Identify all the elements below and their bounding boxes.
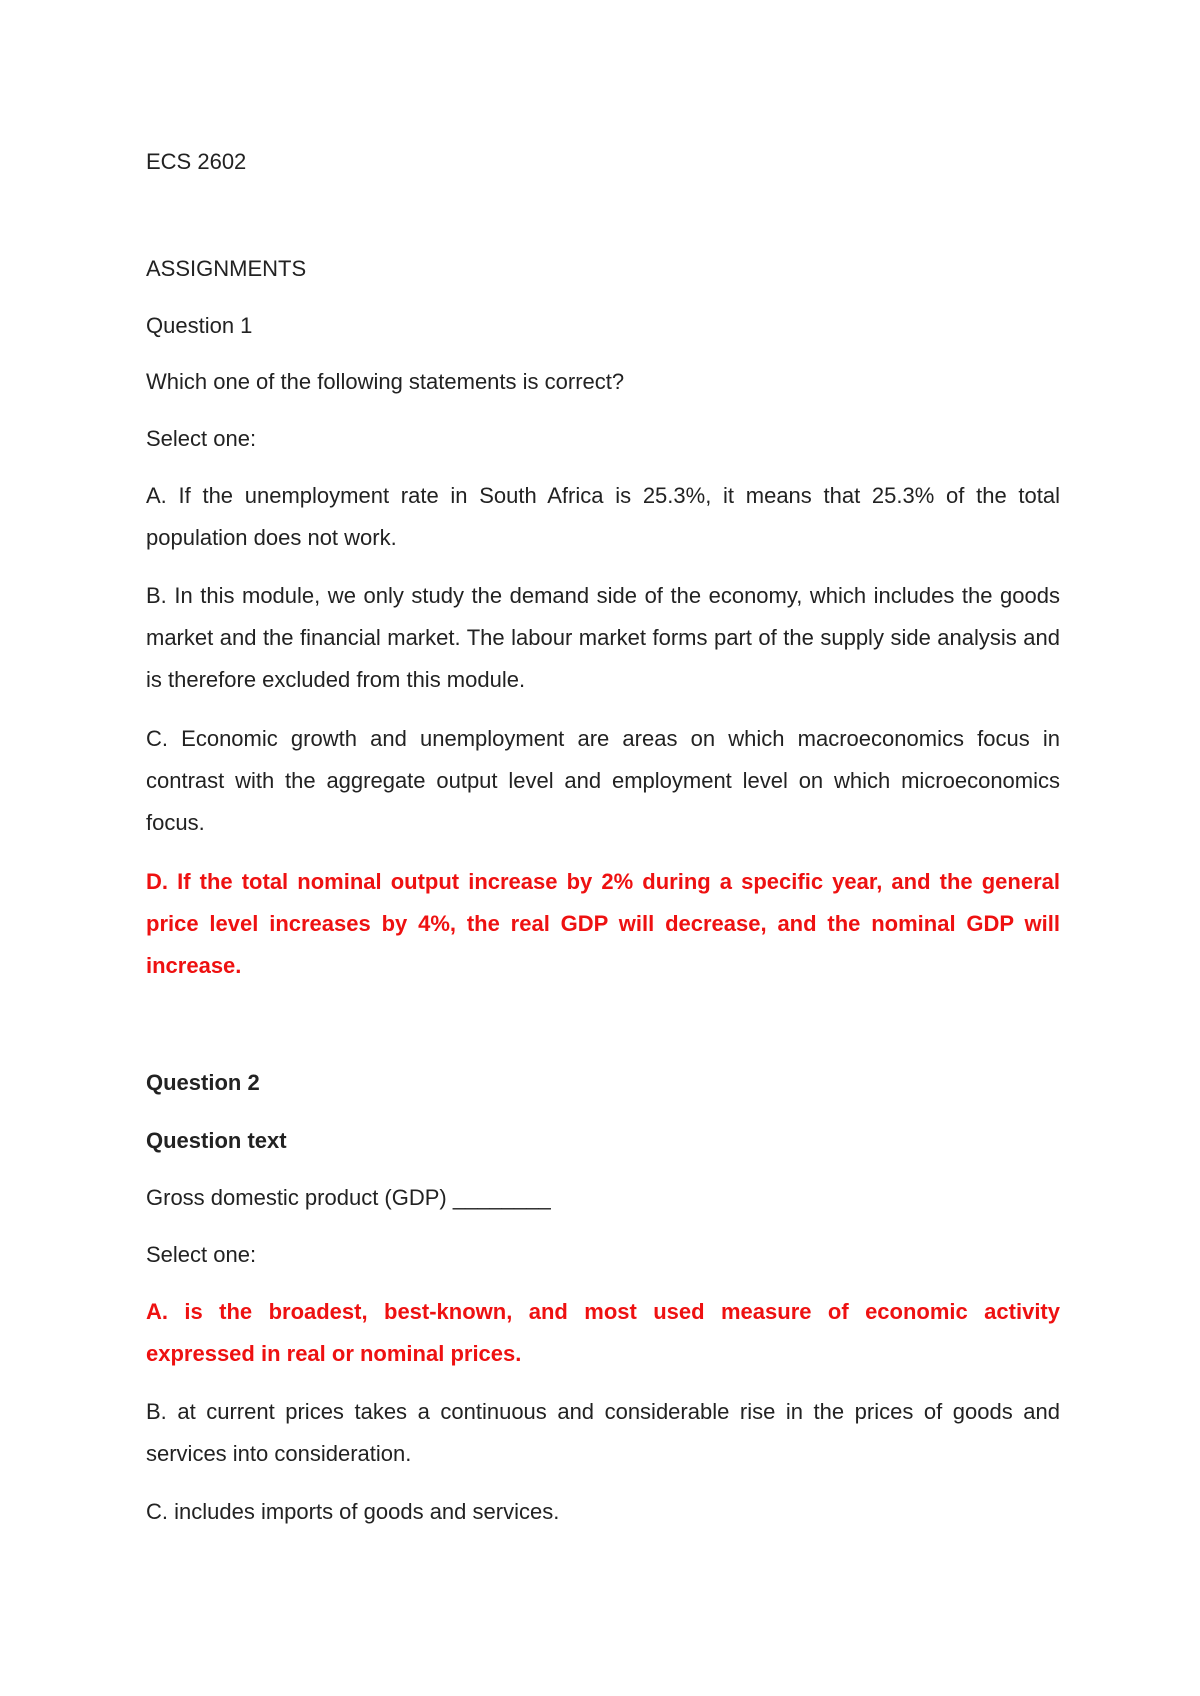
- question-1-title: Question 1: [146, 313, 253, 338]
- question-2-option-b: B. at current prices takes a continuous and considerable rise in the prices of goods and services into consideration.: [146, 1399, 1060, 1466]
- question-2-prompt: Gross domestic product (GDP) ________: [146, 1185, 551, 1210]
- question-2-subtitle: Question text: [146, 1128, 287, 1153]
- question-1-option-c: C. Economic growth and unemployment are areas on which macroeconomics focus in contrast with the aggregate output level and employment level on which microeconomics focus.: [146, 726, 1060, 835]
- question-1-option-a: A. If the unemployment rate in South Africa is 25.3%, it means that 25.3% of the total population does not work.: [146, 483, 1060, 550]
- question-1-option-d-correct: D. If the total nominal output increase by 2% during a specific year, and the general price level increases by 4%, the real GDP will decrease, and the nominal GDP will increase.: [146, 869, 1060, 978]
- question-1-select-label: Select one:: [146, 426, 257, 451]
- course-code: ECS 2602: [146, 149, 247, 174]
- question-2-option-a-correct: A. is the broadest, best-known, and most used measure of economic activity expressed in real or nominal prices.: [146, 1299, 1060, 1366]
- assignments-heading: ASSIGNMENTS: [146, 256, 307, 281]
- question-1-option-b: B. In this module, we only study the demand side of the economy, which includes the goods market and the financial market. The labour market forms part of the supply side analysis and is therefore excluded from this module.: [146, 583, 1060, 692]
- question-2-select-label: Select one:: [146, 1242, 257, 1267]
- question-2-title: Question 2: [146, 1070, 260, 1095]
- question-1-prompt: Which one of the following statements is correct?: [146, 369, 625, 394]
- question-2-option-c: C. includes imports of goods and services.: [146, 1499, 560, 1524]
